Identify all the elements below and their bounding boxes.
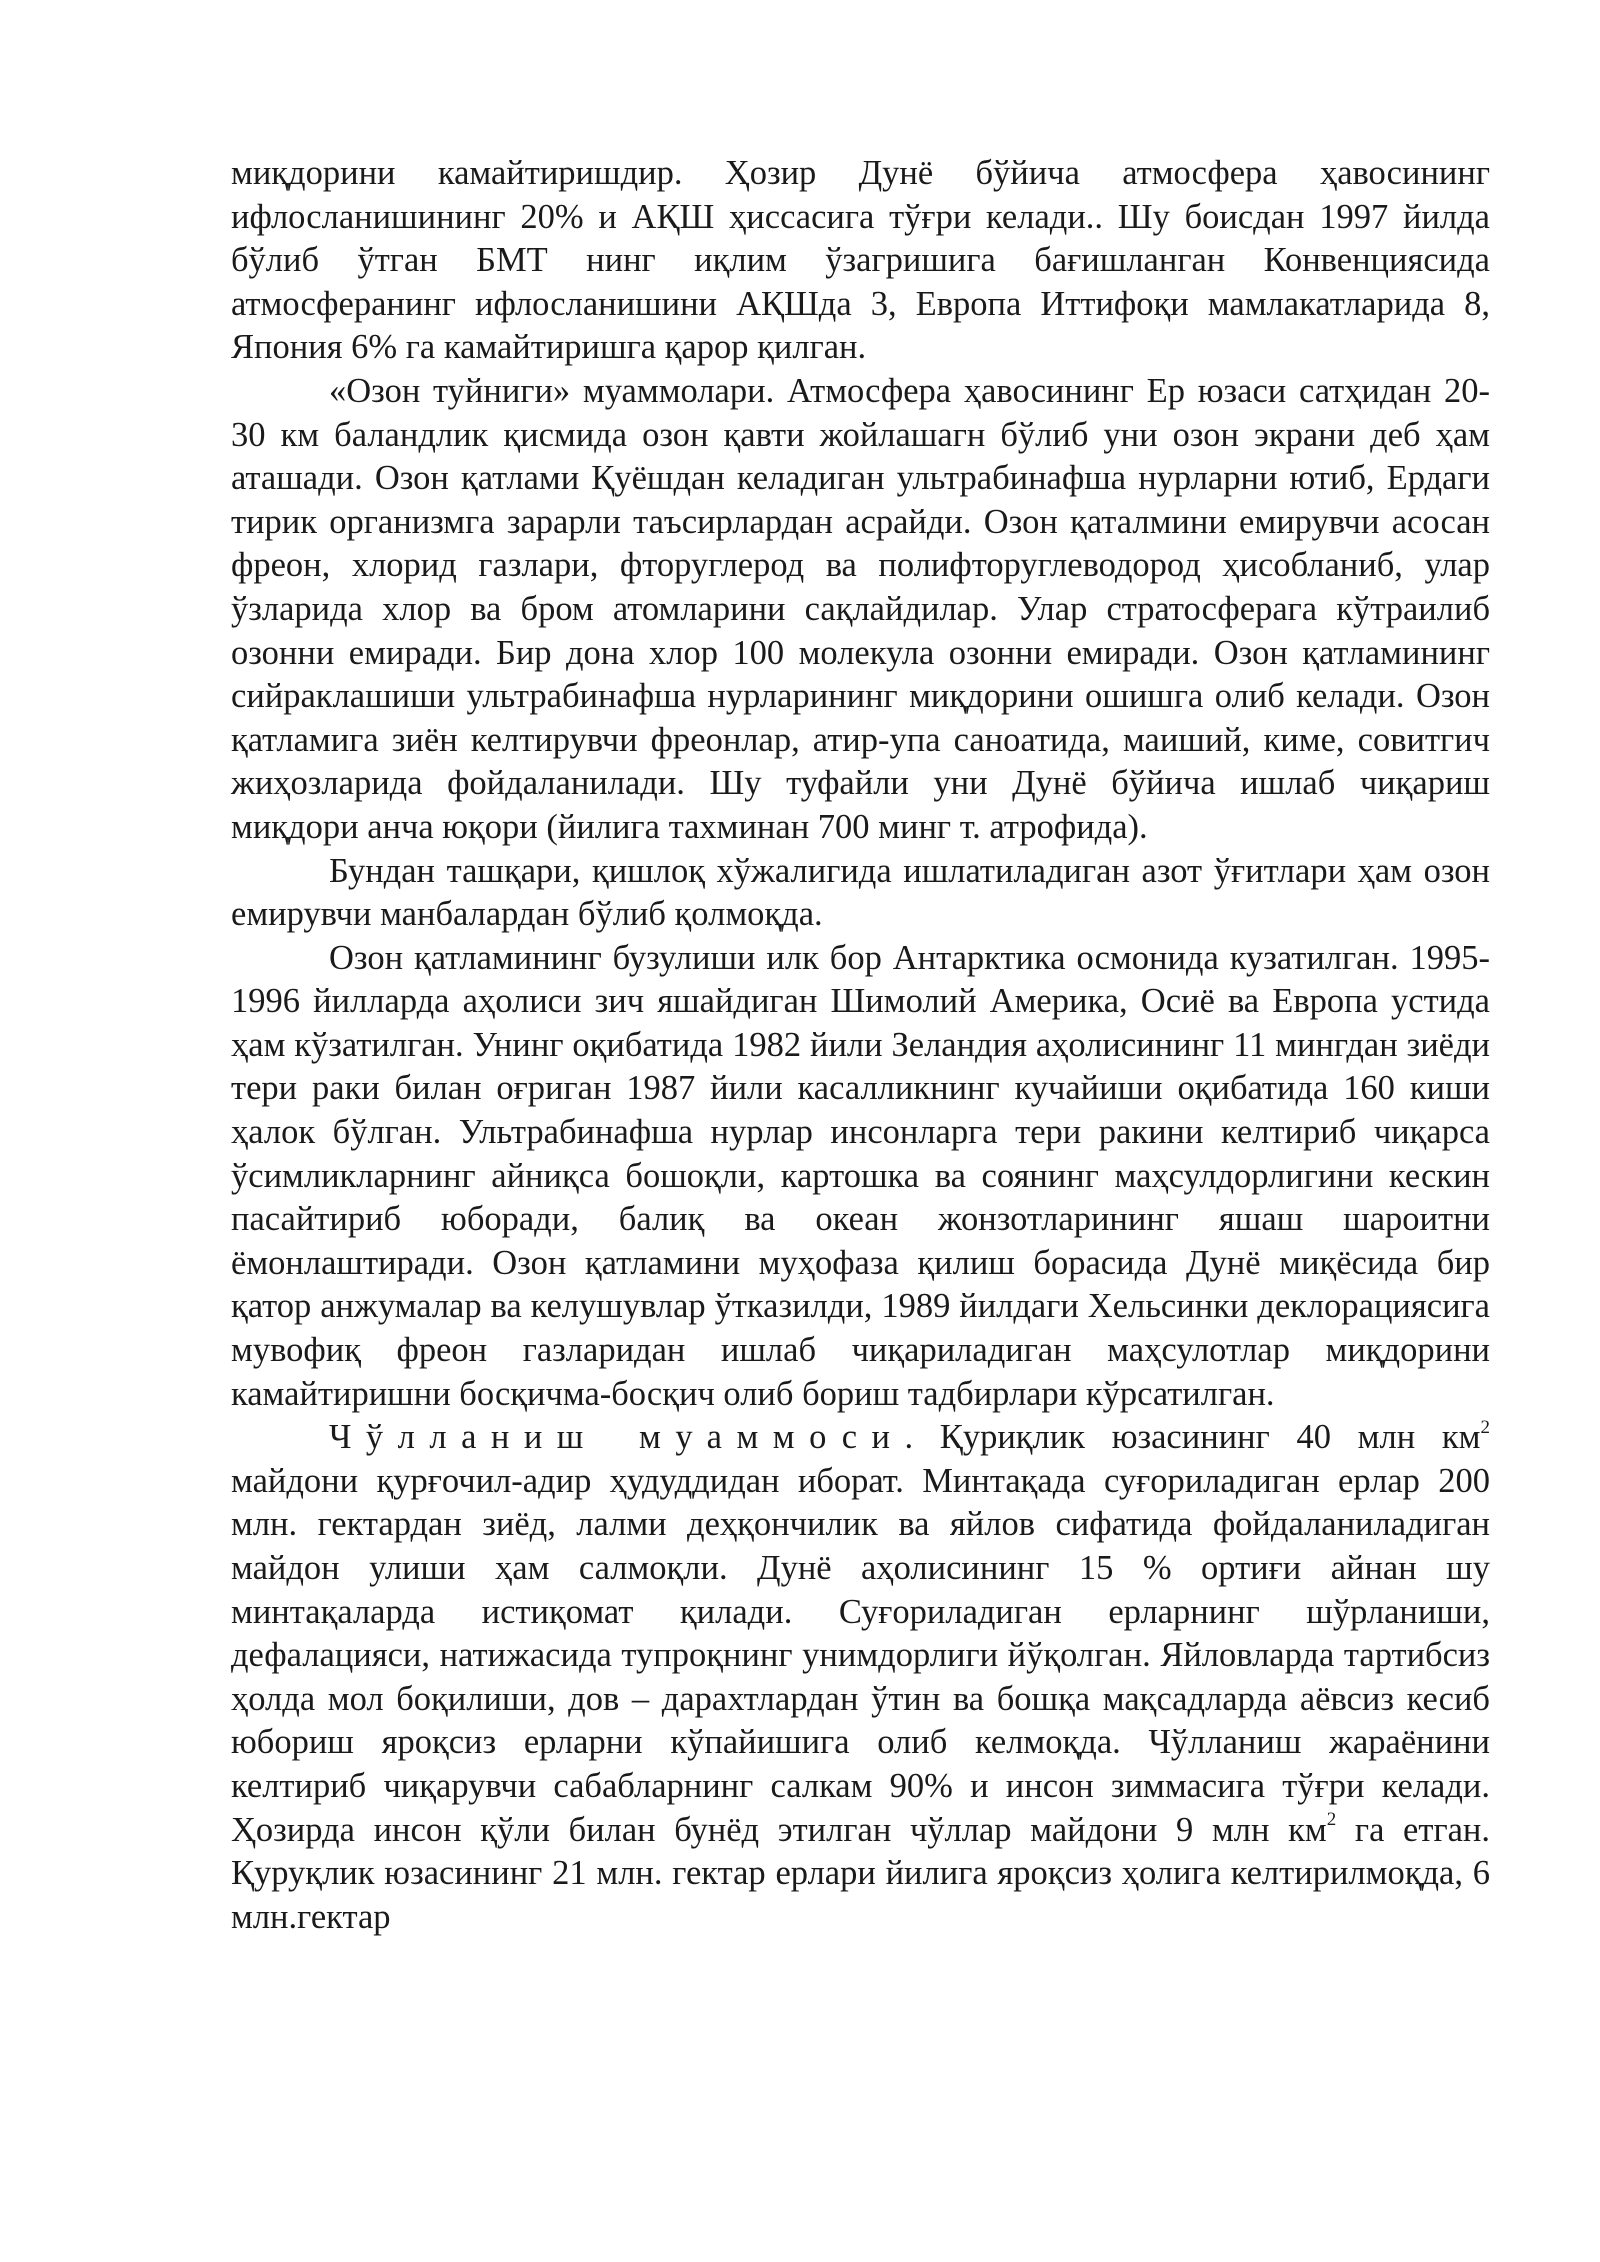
superscript-squared: 2 [1326,1809,1337,1831]
text-desertification-a: . Қуриқлик юзасининг 40 млн км [904,1418,1481,1457]
paragraph-ozone-depletion: Озон қатламининг бузулиши илк бор Антарктика осмонида кузатилган. 1995-1996 йилларда аҳолиси зич яшайдиган Шимолий Америка, Осиё ва Европа устида ҳам кўзатилган. Унинг оқибатида 1982 йили Зеландия аҳолисининг 11 мингдан зиёди тери раки билан оғриган 1987 йили касалликнинг кучайиши оқибатида 160 киши ҳалок бўлган. Ультрабинафша нурлар инсонларга тери ракини келтириб чиқарса ўсимликларнинг айниқса бошоқли, картошка ва соянинг маҳсулдорлигини кескин пасайтириб юборади, балиқ ва океан жонзотларининг яшаш шароитни ёмонлаштиради. Озон қатламини муҳофаза қилиш борасида Дунё миқёсида бир қатор анжумалар ва келушувлар ўтказилди, 1989 йилдаги Хельсинки деклорациясига мувофиқ фреон газларидан ишлаб чиқариладиган маҳсулотлар миқдорини камайтиришни босқичма-босқич олиб бориш тадбирлари кўрсатилган. [231,938,1490,1413]
text-desertification-c: га етган. Қуруқлик юзасининг 21 млн. гектар ерлари йилига яроқсиз ҳолига келтирилмоқда, 6 млн.гектар [231,1810,1491,1936]
paragraph-ozone-hole: «Озон туйниги» муаммолари. Атмосфера ҳавосининг Ер юзаси сатҳидан 20-30 км баландлик қисмида озон қавти жойлашагн бўлиб уни озон экрани деб ҳам аташади. Озон қатлами Қуёшдан келадиган ультрабинафша нурларни ютиб, Ердаги тирик организмга зарарли таъсирлардан асрайди. Озон қаталмини емирувчи асосан фреон, хлорид газлари, фторуглерод ва полифторуглеводород ҳисобланиб, улар ўзларида хлор ва бром атомларини сақлайдилар. Улар стратосферага кўтраилиб озонни емиради. Бир дона хлор 100 молекула озонни емиради. Озон қатламининг сийраклашиши ультрабинафша нурларининг миқдорини ошишга олиб келади. Озон қатламига зиён келтирувчи фреонлар, атир-упа саноатида, маиший, киме, совитгич жиҳозларида фойдаланилади. Шу туфайли уни Дунё бўйича ишлаб чиқариш миқдори анча юқори (йилига тахминан 700 минг т. атрофида). [231,371,1490,846]
paragraph-emissions: миқдорини камайтиришдир. Ҳозир Дунё бўйича атмосфера ҳавосининг ифлосланишининг 20% и АҚШ ҳиссасига тўғри келади.. Шу боисдан 1997 йилда бўлиб ўтган БМТ нинг иқлим ўзагришига бағишланган Конвенциясида атмосферанинг ифлосланишини АҚШда 3, Европа Иттифоқи мамлакатларида 8, Япония 6% га камайтиришга қарор қилган. [231,154,1490,367]
section-heading-desertification: Чўлланиш муаммоси [329,1418,905,1457]
paragraph-fertilizers: Бундан ташқари, қишлоқ хўжалигида ишлатиладиган азот ўғитлари ҳам озон емирувчи манбалардан бўлиб қолмоқда. [231,851,1490,934]
text-desertification-b: майдони қурғочил-адир ҳудуддидан иборат. Минтақада суғориладиган ерлар 200 млн. гектардан зиёд, лалми деҳқончилик ва яйлов сифатида фойдаланиладиган майдон улиши ҳам салмоқли. Дунё аҳолисининг 15 % ортиғи айнан шу минтақаларда истиқомат қилади. Суғориладиган ерларнинг шўрланиши, дефалацияси, натижасида тупроқнинг унимдорлиги йўқолган. Яйловларда тартибсиз ҳолда мол боқилиши, дов – дарахтлардан ўтин ва бошқа мақсадларда аёвсиз кесиб юбориш яроқсиз ерларни кўпайишига олиб келмоқда. Чўлланиш жараёнини келтириб чиқарувчи сабабларнинг салкам 90% и инсон зиммасига тўғри келади. Ҳозирда инсон қўли билан бунёд этилган чўллар майдони 9 млн км [231,1461,1490,1849]
paragraph-desertification [231,1416,1490,1939]
superscript-squared: 2 [1480,1416,1490,1438]
document-page [231,152,1490,1939]
